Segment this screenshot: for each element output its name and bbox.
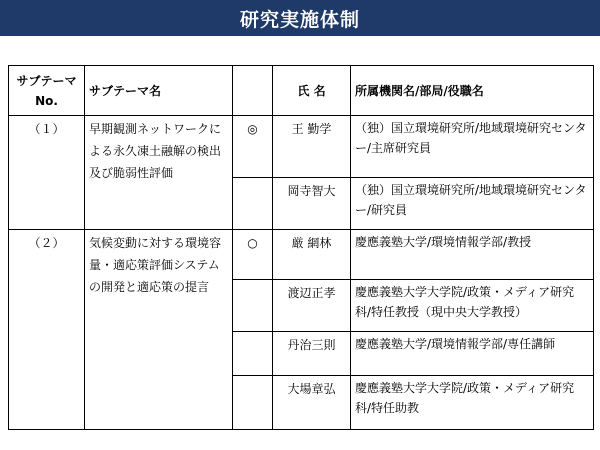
member-name: 渡辺正孝 xyxy=(273,280,351,332)
member-name: 大場章弘 xyxy=(273,376,351,430)
leader-mark: ◎ xyxy=(233,116,273,178)
page-title: 研究実施体制 xyxy=(0,0,600,36)
header-subtheme-no-label: サブテーマ xyxy=(16,73,77,88)
header-subtheme-name: サブテーマ名 xyxy=(85,66,233,116)
table-header-row xyxy=(9,66,594,116)
member-affiliation: 慶應義塾大学大学院/政策・メディア研究科/特任教授（現中央大学教授） xyxy=(351,280,594,332)
subtheme-name: 気候変動に対する環境容量・適応策評価システムの開発と適応策の提言 xyxy=(85,230,233,430)
member-affiliation: 慶應義塾大学/環境情報学部/教授 xyxy=(351,230,594,280)
member-affiliation: （独）国立環境研究所/地域環境研究センター/主席研究員 xyxy=(351,116,594,178)
member-name: 王 勤学 xyxy=(273,116,351,178)
research-structure-table xyxy=(8,65,594,430)
member-mark xyxy=(233,178,273,230)
member-mark xyxy=(233,376,273,430)
subtheme-no: （１） xyxy=(9,116,85,230)
member-name: 丹治三則 xyxy=(273,332,351,376)
header-subtheme-no-suffix: No. xyxy=(35,93,58,108)
member-name: 厳 網林 xyxy=(273,230,351,280)
subtheme-name: 早期観測ネットワークによる永久凍土融解の検出及び脆弱性評価 xyxy=(85,116,233,230)
member-mark xyxy=(233,280,273,332)
member-affiliation: （独）国立環境研究所/地域環境研究センター/研究員 xyxy=(351,178,594,230)
member-name: 岡寺智大 xyxy=(273,178,351,230)
header-subtheme-no xyxy=(9,66,85,116)
table-row xyxy=(9,116,594,178)
leader-mark: ○ xyxy=(233,230,273,280)
header-affiliation: 所属機関名/部局/役職名 xyxy=(351,66,594,116)
member-affiliation: 慶應義塾大学大学院/政策・メディア研究科/特任助教 xyxy=(351,376,594,430)
header-person: 氏 名 xyxy=(273,66,351,116)
subtheme-no: （２） xyxy=(9,230,85,430)
member-affiliation: 慶應義塾大学/環境情報学部/専任講師 xyxy=(351,332,594,376)
member-mark xyxy=(233,332,273,376)
header-mark xyxy=(233,66,273,116)
table-row xyxy=(9,230,594,280)
